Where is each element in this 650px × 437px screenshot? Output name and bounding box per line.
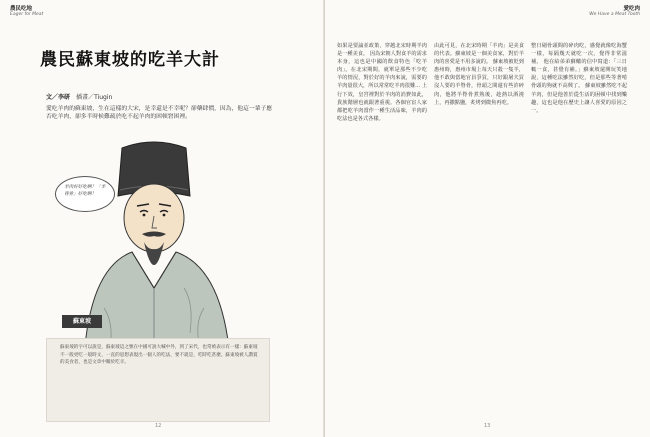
caption-text: 蘇東坡的字可以說是，蘇東坡這之號在中國可說大喊中外，到了宋代，也常被表示有一樣：蘇東坡不一般更吃一般時文，一直的思想表現出一個人的吃法，要不就是，吃時吃甚麼。蘇東坡被人讚賞的美食者，也是文章中關於吃羊。 xyxy=(60,345,258,366)
left-header-title: 農民吃地 xyxy=(10,6,33,12)
right-header-title: 愛吃肉 xyxy=(623,6,640,12)
left-running-header xyxy=(10,6,43,18)
text-column-1: 如果是要論並政策，穿越北宋時期羊肉是一種美食。 因為宋朝人對食羊的需求本身，這也是中國的飲食特色「吃羊肉」。在北宋期間，就單是那些不少吃羊的情況，對於好的羊肉來說，需要的羊肉量很大，所以常常吃羊肉很難... 上行下效，皇宮裡對於羊肉的消費如此，貴族階層也就跟著重視。各個官宦人家都把吃羊肉當作一種生活品味，羊肉的吃法也是各式各樣。 xyxy=(337,43,427,122)
name-tag: 蘇東坡 xyxy=(62,315,102,328)
left-page-number: 12 xyxy=(155,423,162,429)
article-title: 農民蘇東坡的吃羊大計 xyxy=(40,50,220,70)
right-page-number: 13 xyxy=(484,423,491,429)
illustrator-label: 插畫／Tiugin xyxy=(76,94,113,101)
text-column-3: 整日剔骨頭間的碎肉吃，感覺就像吃海蟹一樣，每隔幾天就吃一次，覺得非常滋補。 他在給弟弟蘇轍的信中寫道：「三日輒一食，甚覺有補。」蘇東坡還開玩笑地說，這種吃法雖然好吃，但是那些等著啃骨頭的狗就不高興了。 蘇東坡雖然吃不起羊肉，但是他善於從生活的困頓中找到樂趣，這也是他在歷史上讓人喜愛的原因之一。 xyxy=(531,43,627,114)
right-header-subtitle: We Have a Meat Tooth xyxy=(589,12,640,17)
right-running-header xyxy=(589,6,640,18)
lead-paragraph: 愛吃羊肉的蘇東坡，生在這樣的大宋，是幸還是不幸呢？卻藥肆價，因為，他這一輩子應否吃羊肉，卻多半時候難疏於吃不起羊肉的困頓窘困裡。 xyxy=(46,106,273,120)
byline xyxy=(46,92,112,101)
left-header-subtitle: Eager for Meat xyxy=(10,12,44,17)
author-label: 文／李研 xyxy=(46,94,71,101)
speech-bubble-text: 羊肉好好吃啊！「羊脊骨」好吃啊！ xyxy=(64,185,106,197)
text-column-2: 由此可見，在北宋時期「羊肉」是美食的代表。蘇東坡是一個美食家，對於羊肉的喜愛是不用多說的。 蘇東坡被貶到惠州時，惠州市場上每天只殺一隻羊，他不敢與當地官員爭買，只好跟屠夫買沒人要的羊脊骨，骨頭之間還有些許碎肉，他將羊脊骨煮熟後，趁熱以酒澆上，再撒點鹽，炙烤到微焦再吃。 xyxy=(434,43,524,106)
